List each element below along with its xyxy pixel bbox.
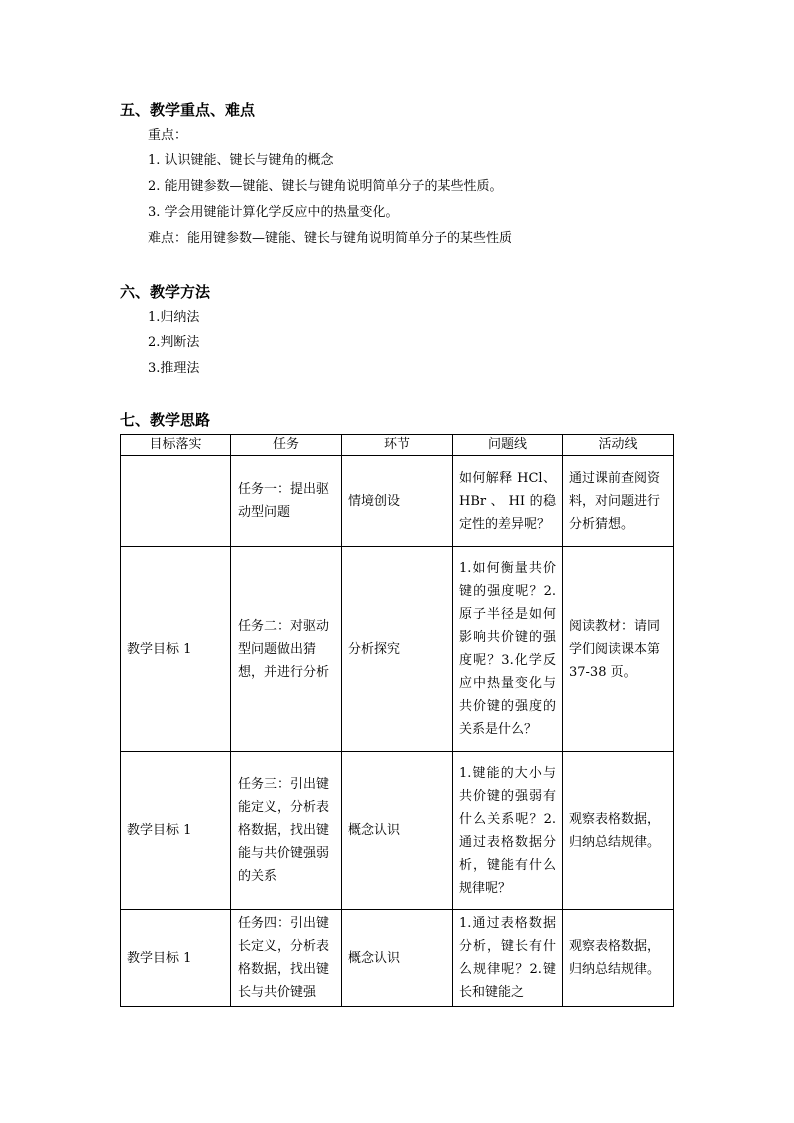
cell-activity: 阅读教材：请同学们阅读课本第 37-38 页。: [563, 547, 674, 752]
cell-stage: 概念认识: [342, 752, 453, 910]
cell-activity: 观察表格数据，归纳总结规律。: [563, 752, 674, 910]
section5-title: 五、教学重点、难点: [120, 101, 256, 119]
cell-question: 1.如何衡量共价键的强度呢？2.原子半径是如何影响共价键的强度呢？3.化学反应中热量变化与共价键的强度的关系是什么？: [453, 547, 563, 752]
key-point-item-3: 3. 学会用键能计算化学反应中的热量变化。: [148, 205, 399, 220]
cell-goal: 教学目标 1: [121, 547, 231, 752]
cell-stage: 分析探究: [342, 547, 453, 752]
cell-task: 任务二：对驱动型问题做出猜想，并进行分析: [231, 547, 342, 752]
cell-task: 任务四：引出键长定义，分析表格数据，找出键长与共价键强: [231, 910, 342, 1007]
cell-task: 任务一：提出驱动型问题: [231, 456, 342, 547]
cell-goal: 教学目标 1: [121, 910, 231, 1007]
table-row: [121, 547, 674, 752]
difficulty-line: 难点：能用键参数—键能、键长与键角说明简单分子的某些性质: [148, 231, 513, 246]
key-point-item-1: 1. 认识键能、键长与键角的概念: [148, 153, 334, 168]
method-item-3: 3.推理法: [148, 361, 200, 376]
cell-stage: 情境创设: [342, 456, 453, 547]
table-header-row: [121, 435, 674, 456]
table-row: [121, 456, 674, 547]
method-item-2: 2.判断法: [148, 335, 200, 350]
header-question: 问题线: [453, 435, 563, 456]
header-goal: 目标落实: [121, 435, 231, 456]
header-activity: 活动线: [563, 435, 674, 456]
cell-activity: 通过课前查阅资料，对问题进行分析猜想。: [563, 456, 674, 547]
cell-question: 如何解释 HCl、HBr 、 HI 的稳定性的差异呢？: [453, 456, 563, 547]
cell-task: 任务三：引出键能定义，分析表格数据，找出键能与共价键强弱的关系: [231, 752, 342, 910]
cell-goal: [121, 456, 231, 547]
cell-goal: 教学目标 1: [121, 752, 231, 910]
cell-question: 1.通过表格数据分析，键长有什么规律呢？2.键长和键能之: [453, 910, 563, 1007]
cell-activity: 观察表格数据，归纳总结规律。: [563, 910, 674, 1007]
key-point-item-2: 2. 能用键参数—键能、键长与键角说明简单分子的某些性质。: [148, 179, 503, 194]
key-points-label: 重点：: [148, 128, 188, 143]
cell-question: 1.键能的大小与共价键的强弱有什么关系呢？2.通过表格数据分析，键能有什么规律呢？: [453, 752, 563, 910]
header-stage: 环节: [342, 435, 453, 456]
header-task: 任务: [231, 435, 342, 456]
section7-title: 七、教学思路: [120, 411, 211, 429]
table-row: [121, 752, 674, 910]
teaching-plan-table: [120, 434, 674, 1007]
table-row: [121, 910, 674, 1007]
cell-stage: 概念认识: [342, 910, 453, 1007]
section6-title: 六、教学方法: [120, 283, 211, 301]
method-item-1: 1.归纳法: [148, 310, 200, 325]
